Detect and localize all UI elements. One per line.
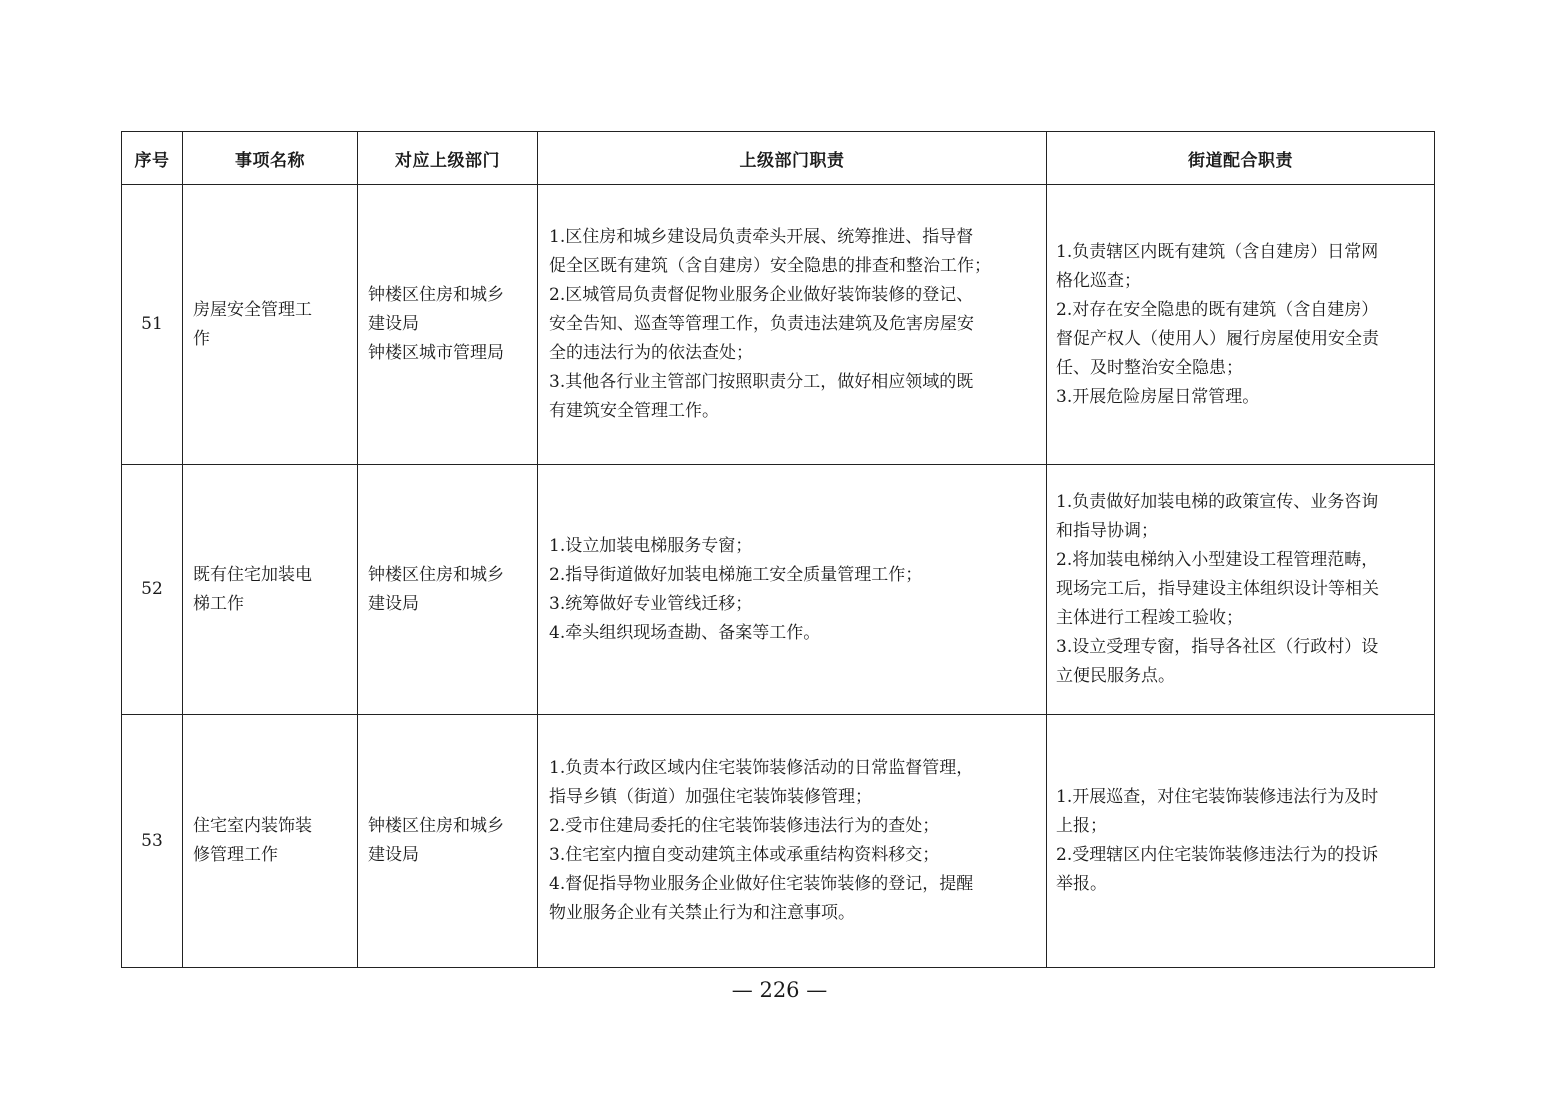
row-item-name bbox=[183, 465, 358, 715]
row-superior-dept bbox=[358, 465, 538, 715]
text-line: 物业服务企业有关禁止行为和注意事项。 bbox=[549, 903, 855, 923]
row-seq-no: 52 bbox=[122, 465, 183, 715]
text-line: 2.区城管局负责督促物业服务企业做好装饰装修的登记、 bbox=[549, 285, 974, 305]
text-line: 4.督促指导物业服务企业做好住宅装饰装修的登记，提醒 bbox=[549, 874, 974, 894]
text-line: 既有住宅加装电 bbox=[193, 564, 312, 585]
text-line: 2.受市住建局委托的住宅装饰装修违法行为的查处； bbox=[549, 816, 940, 836]
table-header-row bbox=[122, 132, 1435, 185]
text-line: 1.开展巡查，对住宅装饰装修违法行为及时 bbox=[1056, 787, 1379, 807]
header-seq-no: 序号 bbox=[122, 132, 183, 185]
text-line: 安全告知、巡查等管理工作，负责违法建筑及危害房屋安 bbox=[549, 314, 974, 334]
text-line: 2.对存在安全隐患的既有建筑（含自建房） bbox=[1056, 299, 1379, 320]
text-line: 钟楼区城市管理局 bbox=[368, 343, 504, 363]
text-line: 住宅室内装饰装 bbox=[193, 816, 312, 836]
text-line: 1.负责辖区内既有建筑（含自建房）日常网 bbox=[1056, 241, 1379, 262]
table-row bbox=[122, 465, 1435, 715]
text-line: 钟楼区住房和城乡 bbox=[368, 285, 504, 305]
text-line: 建设局 bbox=[368, 314, 419, 334]
row-street-duties bbox=[1047, 465, 1435, 715]
text-line: 促全区既有建筑（含自建房）安全隐患的排查和整治工作； bbox=[549, 256, 991, 276]
text-line: 举报。 bbox=[1056, 874, 1107, 894]
table-row bbox=[122, 715, 1435, 968]
text-line: 主体进行工程竣工验收； bbox=[1056, 608, 1243, 628]
text-line: 指导乡镇（街道）加强住宅装饰装修管理； bbox=[549, 787, 872, 807]
text-line: 建设局 bbox=[368, 845, 419, 865]
text-line: 现场完工后，指导建设主体组织设计等相关 bbox=[1056, 579, 1379, 599]
text-line: 立便民服务点。 bbox=[1056, 666, 1175, 686]
text-line: 1.区住房和城乡建设局负责牵头开展、统筹推进、指导督 bbox=[549, 227, 974, 247]
row-street-duties bbox=[1047, 715, 1435, 968]
row-superior-duties bbox=[538, 465, 1047, 715]
text-line: 2.受理辖区内住宅装饰装修违法行为的投诉 bbox=[1056, 845, 1379, 865]
text-line: 修管理工作 bbox=[193, 845, 278, 865]
row-street-duties bbox=[1047, 185, 1435, 465]
text-line: 3.设立受理专窗，指导各社区（行政村）设 bbox=[1056, 637, 1379, 657]
header-superior-duties: 上级部门职责 bbox=[538, 132, 1047, 185]
text-line: 3.统筹做好专业管线迁移； bbox=[549, 593, 753, 614]
text-line: 1.负责做好加装电梯的政策宣传、业务咨询 bbox=[1056, 492, 1379, 512]
text-line: 3.开展危险房屋日常管理。 bbox=[1056, 386, 1260, 407]
row-superior-duties bbox=[538, 715, 1047, 968]
text-line: 3.其他各行业主管部门按照职责分工，做好相应领域的既 bbox=[549, 372, 974, 392]
text-line: 2.指导街道做好加装电梯施工安全质量管理工作； bbox=[549, 564, 923, 585]
text-line: 1.设立加装电梯服务专窗； bbox=[549, 535, 753, 556]
text-line: 和指导协调； bbox=[1056, 521, 1158, 541]
text-line: 任、及时整治安全隐患； bbox=[1056, 357, 1243, 378]
table-row bbox=[122, 185, 1435, 465]
header-street-duties: 街道配合职责 bbox=[1047, 132, 1435, 185]
text-line: 督促产权人（使用人）履行房屋使用安全责 bbox=[1056, 328, 1379, 349]
text-line: 3.住宅室内擅自变动建筑主体或承重结构资料移交； bbox=[549, 845, 940, 865]
row-superior-duties bbox=[538, 185, 1047, 465]
row-item-name bbox=[183, 185, 358, 465]
responsibility-table bbox=[121, 131, 1435, 968]
text-line: 房屋安全管理工 bbox=[193, 299, 312, 320]
text-line: 格化巡查； bbox=[1056, 270, 1141, 291]
text-line: 全的违法行为的依法查处； bbox=[549, 343, 753, 363]
row-superior-dept bbox=[358, 185, 538, 465]
text-line: 上报； bbox=[1056, 816, 1107, 836]
row-seq-no: 53 bbox=[122, 715, 183, 968]
text-line: 2.将加装电梯纳入小型建设工程管理范畴， bbox=[1056, 550, 1379, 570]
row-item-name bbox=[183, 715, 358, 968]
text-line: 梯工作 bbox=[193, 593, 244, 614]
page-number: — 226 — bbox=[731, 978, 828, 1002]
header-superior-dept: 对应上级部门 bbox=[358, 132, 538, 185]
text-line: 钟楼区住房和城乡 bbox=[368, 564, 504, 585]
header-item-name: 事项名称 bbox=[183, 132, 358, 185]
text-line: 1.负责本行政区域内住宅装饰装修活动的日常监督管理， bbox=[549, 758, 974, 778]
text-line: 建设局 bbox=[368, 593, 419, 614]
row-superior-dept bbox=[358, 715, 538, 968]
text-line: 钟楼区住房和城乡 bbox=[368, 816, 504, 836]
text-line: 4.牵头组织现场查勘、备案等工作。 bbox=[549, 622, 821, 643]
row-seq-no: 51 bbox=[122, 185, 183, 465]
text-line: 作 bbox=[193, 328, 210, 349]
text-line: 有建筑安全管理工作。 bbox=[549, 401, 719, 421]
